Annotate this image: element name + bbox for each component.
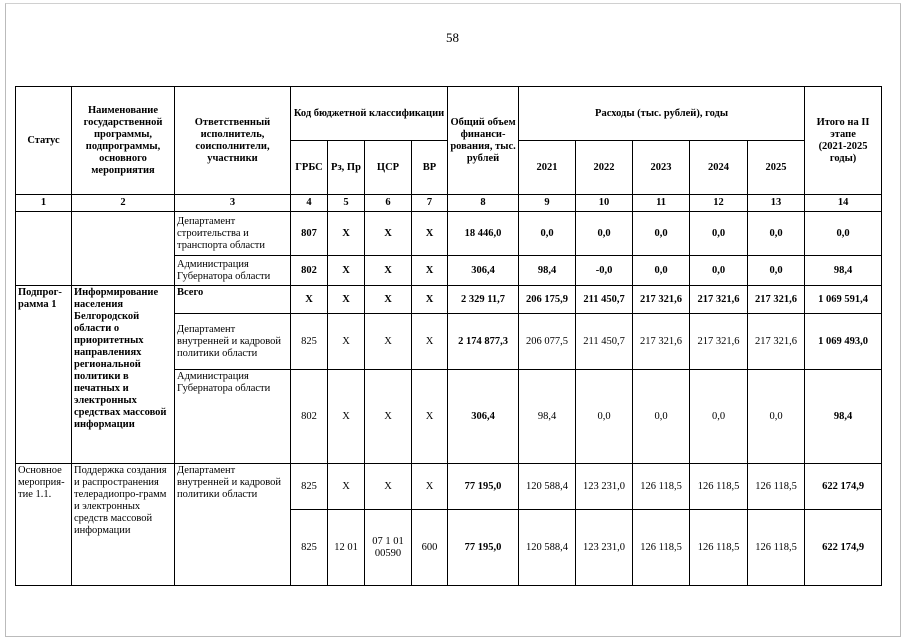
- rzpr-cell: Х: [328, 314, 365, 370]
- vr-cell: Х: [412, 212, 448, 256]
- value-2022-cell: 0,0: [576, 370, 633, 464]
- csr-cell: Х: [365, 464, 412, 510]
- value-2024-cell: 217 321,6: [690, 314, 748, 370]
- table-row: [16, 286, 882, 314]
- stage-total-cell: 98,4: [805, 370, 882, 464]
- executor-cell: Администрация Губернатора области: [175, 370, 291, 464]
- total-cell: 2 329 11,7: [448, 286, 519, 314]
- value-2022-cell: 211 450,7: [576, 314, 633, 370]
- value-2021-cell: 98,4: [519, 370, 576, 464]
- header-csr: ЦСР: [365, 141, 412, 195]
- value-2023-cell: 0,0: [633, 256, 690, 286]
- csr-cell: 07 1 01 00590: [365, 510, 412, 586]
- total-cell: 18 446,0: [448, 212, 519, 256]
- col-num-1: 1: [16, 195, 72, 212]
- value-2025-cell: 0,0: [748, 212, 805, 256]
- value-2024-cell: 0,0: [690, 212, 748, 256]
- value-2023-cell: 126 118,5: [633, 464, 690, 510]
- value-2021-cell: 206 175,9: [519, 286, 576, 314]
- rzpr-cell: Х: [328, 286, 365, 314]
- value-2025-cell: 0,0: [748, 256, 805, 286]
- subprogram-name-cell: Информирование населения Белгородской области о приоритетных направлениях региональной политики в печатных и электронных средствах массовой информации: [72, 286, 175, 464]
- value-2023-cell: 217 321,6: [633, 314, 690, 370]
- stage-total-cell: 1 069 591,4: [805, 286, 882, 314]
- csr-cell: Х: [365, 256, 412, 286]
- value-2025-cell: 217 321,6: [748, 314, 805, 370]
- executor-cell: Департамент внутренней и кадровой политики области: [175, 314, 291, 370]
- value-2022-cell: 123 231,0: [576, 464, 633, 510]
- grbs-cell: 802: [291, 256, 328, 286]
- col-num-14: 14: [805, 195, 882, 212]
- col-num-7: 7: [412, 195, 448, 212]
- value-2024-cell: 0,0: [690, 370, 748, 464]
- rzpr-cell: Х: [328, 212, 365, 256]
- col-num-5: 5: [328, 195, 365, 212]
- csr-cell: Х: [365, 370, 412, 464]
- stage-total-cell: 1 069 493,0: [805, 314, 882, 370]
- empty-name-cell: [72, 212, 175, 286]
- rzpr-cell: Х: [328, 464, 365, 510]
- col-num-6: 6: [365, 195, 412, 212]
- value-2024-cell: 126 118,5: [690, 464, 748, 510]
- stage-total-cell: 98,4: [805, 256, 882, 286]
- header-rzpr: Рз, Пр: [328, 141, 365, 195]
- header-stage-years: (2021-2025 годы): [818, 140, 868, 164]
- header-2025: 2025: [748, 141, 805, 195]
- executor-cell: Администрация Губернатора области: [175, 256, 291, 286]
- header-2024: 2024: [690, 141, 748, 195]
- csr-cell: Х: [365, 286, 412, 314]
- main-event-executor-cell: Департамент внутренней и кадровой политики области: [175, 464, 291, 586]
- total-cell: 77 195,0: [448, 510, 519, 586]
- executor-cell: Всего: [175, 286, 291, 314]
- value-2023-cell: 217 321,6: [633, 286, 690, 314]
- value-2021-cell: 120 588,4: [519, 510, 576, 586]
- col-num-12: 12: [690, 195, 748, 212]
- grbs-cell: 807: [291, 212, 328, 256]
- col-num-11: 11: [633, 195, 690, 212]
- page-number: 58: [446, 30, 459, 45]
- csr-cell: Х: [365, 212, 412, 256]
- total-cell: 77 195,0: [448, 464, 519, 510]
- vr-cell: Х: [412, 314, 448, 370]
- header-stage-total: [805, 87, 882, 195]
- header-2021: 2021: [519, 141, 576, 195]
- subprogram-status-cell: Подпрог-рамма 1: [16, 286, 72, 464]
- stage-total-cell: 622 174,9: [805, 464, 882, 510]
- value-2023-cell: 0,0: [633, 370, 690, 464]
- col-num-8: 8: [448, 195, 519, 212]
- value-2022-cell: -0,0: [576, 256, 633, 286]
- value-2022-cell: 123 231,0: [576, 510, 633, 586]
- header-row: [16, 87, 882, 141]
- grbs-cell: 825: [291, 464, 328, 510]
- empty-status-cell: [16, 212, 72, 286]
- rzpr-cell: 12 01: [328, 510, 365, 586]
- budget-table: [15, 86, 882, 586]
- value-2021-cell: 98,4: [519, 256, 576, 286]
- header-budget-code: Код бюджетной классификации: [291, 87, 448, 141]
- col-num-10: 10: [576, 195, 633, 212]
- csr-cell: Х: [365, 314, 412, 370]
- value-2023-cell: 126 118,5: [633, 510, 690, 586]
- header-total-volume: Общий объем финанси-рования, тыс. рублей: [448, 87, 519, 195]
- grbs-cell: Х: [291, 286, 328, 314]
- header-2022: 2022: [576, 141, 633, 195]
- header-name: Наименование государственной программы, подпрограммы, основного мероприятия: [72, 87, 175, 195]
- vr-cell: Х: [412, 464, 448, 510]
- value-2025-cell: 0,0: [748, 370, 805, 464]
- value-2025-cell: 217 321,6: [748, 286, 805, 314]
- value-2021-cell: 206 077,5: [519, 314, 576, 370]
- vr-cell: Х: [412, 286, 448, 314]
- col-num-2: 2: [72, 195, 175, 212]
- value-2021-cell: 120 588,4: [519, 464, 576, 510]
- column-number-row: [16, 195, 882, 212]
- value-2025-cell: 126 118,5: [748, 464, 805, 510]
- value-2024-cell: 217 321,6: [690, 286, 748, 314]
- executor-cell: Департамент строительства и транспорта области: [175, 212, 291, 256]
- header-stage-total-label: Итого на II этапе: [816, 116, 870, 140]
- table-row: [16, 464, 882, 510]
- value-2024-cell: 0,0: [690, 256, 748, 286]
- grbs-cell: 802: [291, 370, 328, 464]
- stage-total-cell: 622 174,9: [805, 510, 882, 586]
- value-2022-cell: 211 450,7: [576, 286, 633, 314]
- header-2023: 2023: [633, 141, 690, 195]
- main-event-name-cell: Поддержка создания и распространения телерадиопро-грамм и электронных средств массовой информации: [72, 464, 175, 586]
- rzpr-cell: Х: [328, 256, 365, 286]
- header-expenses: Расходы (тыс. рублей), годы: [519, 87, 805, 141]
- vr-cell: Х: [412, 370, 448, 464]
- grbs-cell: 825: [291, 314, 328, 370]
- main-event-status-cell: Основное мероприя-тие 1.1.: [16, 464, 72, 586]
- stage-total-cell: 0,0: [805, 212, 882, 256]
- header-vr: ВР: [412, 141, 448, 195]
- col-num-4: 4: [291, 195, 328, 212]
- value-2025-cell: 126 118,5: [748, 510, 805, 586]
- total-cell: 306,4: [448, 370, 519, 464]
- col-num-9: 9: [519, 195, 576, 212]
- total-cell: 2 174 877,3: [448, 314, 519, 370]
- value-2024-cell: 126 118,5: [690, 510, 748, 586]
- vr-cell: Х: [412, 256, 448, 286]
- header-grbs: ГРБС: [291, 141, 328, 195]
- value-2022-cell: 0,0: [576, 212, 633, 256]
- col-num-13: 13: [748, 195, 805, 212]
- rzpr-cell: Х: [328, 370, 365, 464]
- header-executor: Ответственный исполнитель, соисполнители, участники: [175, 87, 291, 195]
- col-num-3: 3: [175, 195, 291, 212]
- total-cell: 306,4: [448, 256, 519, 286]
- vr-cell: 600: [412, 510, 448, 586]
- table-row: [16, 212, 882, 256]
- grbs-cell: 825: [291, 510, 328, 586]
- header-status: Статус: [16, 87, 72, 195]
- value-2021-cell: 0,0: [519, 212, 576, 256]
- value-2023-cell: 0,0: [633, 212, 690, 256]
